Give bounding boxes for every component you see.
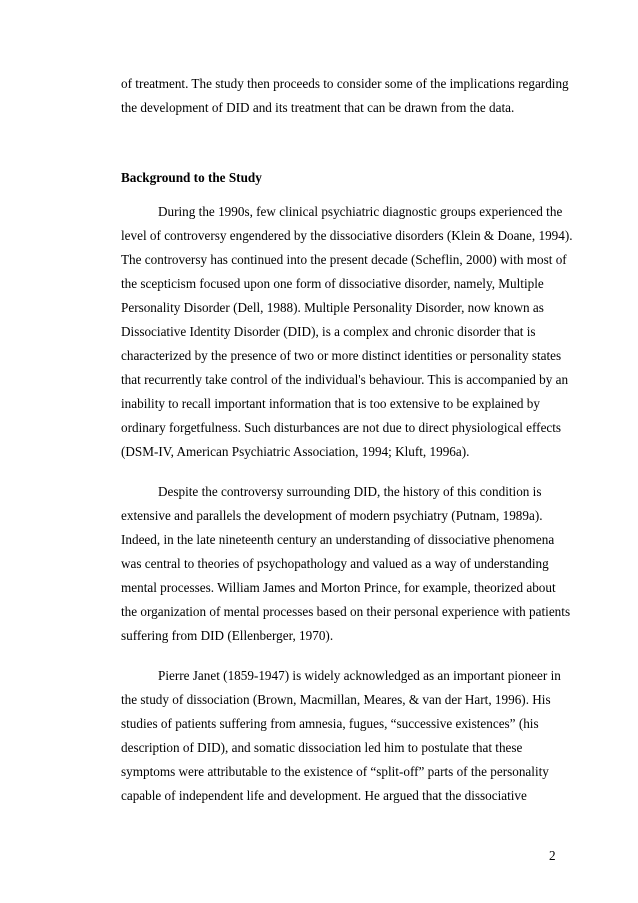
text-line: description of DID), and somatic dissociation led him to postulate that these: [121, 740, 523, 755]
text-line: The controversy has continued into the present decade (Scheflin, 2000) with most of: [121, 252, 567, 267]
text-line: (DSM-IV, American Psychiatric Association, 1994; Kluft, 1996a).: [121, 444, 470, 459]
text-line: Personality Disorder (Dell, 1988). Multiple Personality Disorder, now known as: [121, 300, 544, 315]
text-line: was central to theories of psychopathology and valued as a way of understanding: [121, 556, 549, 571]
text-line: the scepticism focused upon one form of dissociative disorder, namely, Multiple: [121, 276, 544, 291]
text-line: level of controversy engendered by the dissociative disorders (Klein & Doane, 1994).: [121, 228, 573, 243]
section-heading: Background to the Study: [121, 170, 262, 185]
text-line: studies of patients suffering from amnesia, fugues, “successive existences” (his: [121, 716, 539, 731]
text-line: the study of dissociation (Brown, Macmillan, Meares, & van der Hart, 1996). His: [121, 692, 551, 707]
text-line: mental processes. William James and Morton Prince, for example, theorized about: [121, 580, 556, 595]
text-line: Pierre Janet (1859-1947) is widely acknowledged as an important pioneer in: [158, 668, 561, 683]
text-line: of treatment. The study then proceeds to consider some of the implications regarding: [121, 76, 569, 91]
page-number: 2: [549, 848, 556, 863]
text-line: the organization of mental processes based on their personal experience with patients: [121, 604, 571, 619]
text-line: capable of independent life and development. He argued that the dissociative: [121, 788, 527, 803]
text-line: Indeed, in the late nineteenth century an understanding of dissociative phenomena: [121, 532, 555, 547]
text-line: characterized by the presence of two or more distinct identities or personality states: [121, 348, 562, 363]
text-line: During the 1990s, few clinical psychiatric diagnostic groups experienced the: [158, 204, 563, 219]
text-line: suffering from DID (Ellenberger, 1970).: [121, 628, 334, 643]
text-line: ordinary forgetfulness. Such disturbances are not due to direct physiological effects: [121, 420, 562, 435]
text-line: extensive and parallels the development of modern psychiatry (Putnam, 1989a).: [121, 508, 543, 523]
text-line: symptoms were attributable to the existence of “split-off” parts of the personality: [121, 764, 549, 779]
text-line: Dissociative Identity Disorder (DID), is a complex and chronic disorder that is: [121, 324, 536, 339]
text-line: Despite the controversy surrounding DID, the history of this condition is: [158, 484, 542, 499]
text-line: the development of DID and its treatment that can be drawn from the data.: [121, 100, 515, 115]
text-line: inability to recall important information that is too extensive to be explained by: [121, 396, 540, 411]
text-line: that recurrently take control of the individual's behaviour. This is accompanied by an: [121, 372, 569, 387]
